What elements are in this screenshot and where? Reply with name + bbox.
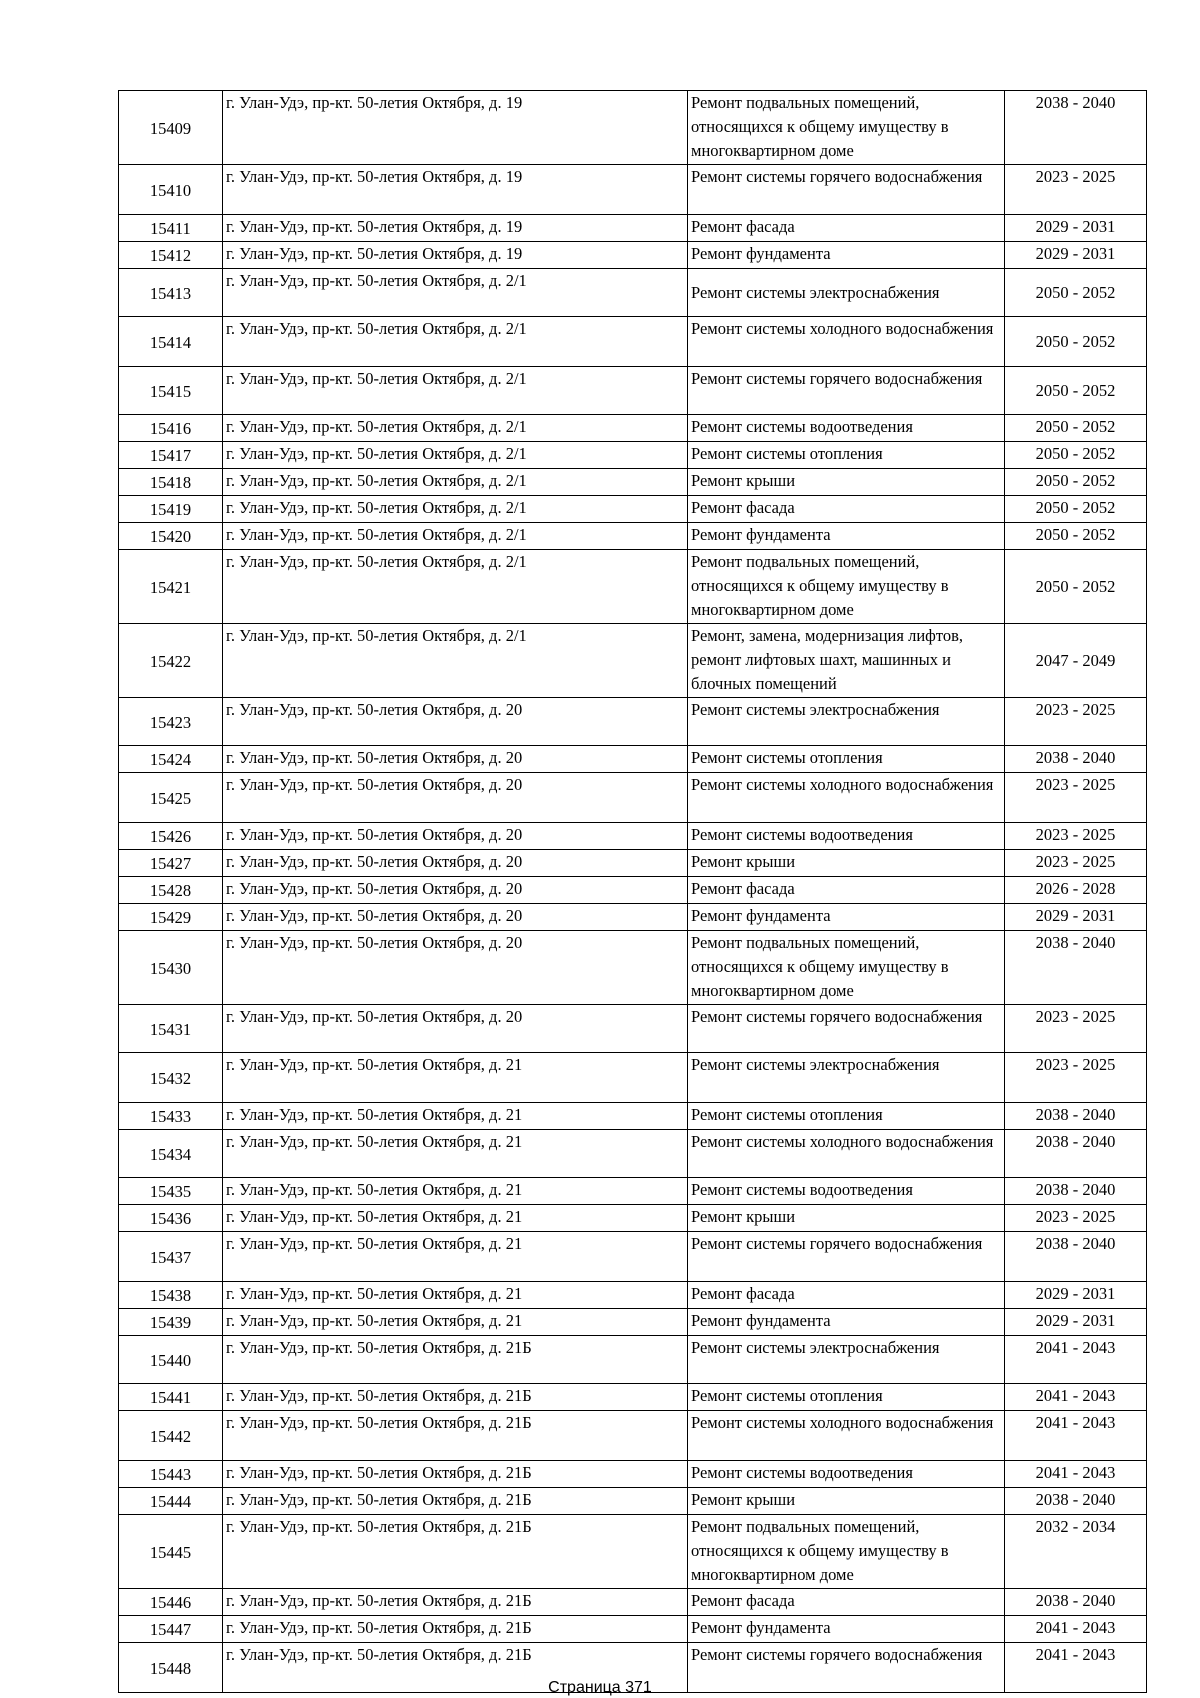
row-address: г. Улан-Удэ, пр-кт. 50-летия Октября, д. 21 <box>223 1309 688 1336</box>
row-id: 15439 <box>119 1309 223 1336</box>
row-period: 2047 - 2049 <box>1005 624 1147 698</box>
row-address: г. Улан-Удэ, пр-кт. 50-летия Октября, д. 21 <box>223 1232 688 1282</box>
table-row <box>119 823 1147 850</box>
row-address: г. Улан-Удэ, пр-кт. 50-летия Октября, д. 20 <box>223 746 688 773</box>
row-period: 2029 - 2031 <box>1005 1309 1147 1336</box>
row-period: 2023 - 2025 <box>1005 165 1147 215</box>
table-row <box>119 1589 1147 1616</box>
row-work-type: Ремонт системы холодного водоснабжения <box>688 1130 1005 1178</box>
table-row <box>119 496 1147 523</box>
table-row <box>119 91 1147 165</box>
row-period: 2023 - 2025 <box>1005 823 1147 850</box>
table-row <box>119 242 1147 269</box>
row-address: г. Улан-Удэ, пр-кт. 50-летия Октября, д. 20 <box>223 773 688 823</box>
table-row <box>119 1616 1147 1643</box>
row-work-type: Ремонт системы отопления <box>688 1384 1005 1411</box>
table-row <box>119 215 1147 242</box>
row-work-type: Ремонт фасада <box>688 496 1005 523</box>
row-period: 2041 - 2043 <box>1005 1384 1147 1411</box>
row-work-type: Ремонт системы горячего водоснабжения <box>688 165 1005 215</box>
row-id: 15438 <box>119 1282 223 1309</box>
row-id: 15412 <box>119 242 223 269</box>
row-period: 2023 - 2025 <box>1005 850 1147 877</box>
row-period: 2050 - 2052 <box>1005 317 1147 367</box>
table-row <box>119 1130 1147 1178</box>
row-address: г. Улан-Удэ, пр-кт. 50-летия Октября, д. 21Б <box>223 1616 688 1643</box>
table-row <box>119 367 1147 415</box>
row-address: г. Улан-Удэ, пр-кт. 50-летия Октября, д. 21 <box>223 1053 688 1103</box>
table-row <box>119 904 1147 931</box>
row-address: г. Улан-Удэ, пр-кт. 50-летия Октября, д. 20 <box>223 877 688 904</box>
row-period: 2023 - 2025 <box>1005 1005 1147 1053</box>
table-row <box>119 1336 1147 1384</box>
row-work-type: Ремонт фасада <box>688 1282 1005 1309</box>
row-address: г. Улан-Удэ, пр-кт. 50-летия Октября, д. 20 <box>223 850 688 877</box>
row-period: 2038 - 2040 <box>1005 931 1147 1005</box>
row-period: 2038 - 2040 <box>1005 1488 1147 1515</box>
row-period: 2050 - 2052 <box>1005 442 1147 469</box>
row-work-type: Ремонт системы горячего водоснабжения <box>688 1232 1005 1282</box>
table-row <box>119 746 1147 773</box>
row-work-type: Ремонт подвальных помещений, относящихся к общему имуществу в многоквартирном доме <box>688 91 1005 165</box>
row-id: 15432 <box>119 1053 223 1103</box>
row-work-type: Ремонт фундамента <box>688 1616 1005 1643</box>
row-period: 2023 - 2025 <box>1005 698 1147 746</box>
row-period: 2038 - 2040 <box>1005 1589 1147 1616</box>
row-address: г. Улан-Удэ, пр-кт. 50-летия Октября, д. 21 <box>223 1282 688 1309</box>
table-row <box>119 1309 1147 1336</box>
row-id: 15429 <box>119 904 223 931</box>
row-work-type: Ремонт крыши <box>688 850 1005 877</box>
row-id: 15423 <box>119 698 223 746</box>
row-period: 2050 - 2052 <box>1005 269 1147 317</box>
row-address: г. Улан-Удэ, пр-кт. 50-летия Октября, д. 2/1 <box>223 442 688 469</box>
row-work-type: Ремонт системы холодного водоснабжения <box>688 773 1005 823</box>
row-address: г. Улан-Удэ, пр-кт. 50-летия Октября, д. 19 <box>223 242 688 269</box>
row-work-type: Ремонт фундамента <box>688 904 1005 931</box>
row-id: 15447 <box>119 1616 223 1643</box>
row-work-type: Ремонт крыши <box>688 1488 1005 1515</box>
row-id: 15422 <box>119 624 223 698</box>
table-row <box>119 1232 1147 1282</box>
row-work-type: Ремонт системы холодного водоснабжения <box>688 1411 1005 1461</box>
table-row <box>119 698 1147 746</box>
row-work-type: Ремонт системы горячего водоснабжения <box>688 367 1005 415</box>
row-id: 15431 <box>119 1005 223 1053</box>
row-work-type: Ремонт системы горячего водоснабжения <box>688 1005 1005 1053</box>
row-address: г. Улан-Удэ, пр-кт. 50-летия Октября, д. 21Б <box>223 1384 688 1411</box>
row-id: 15443 <box>119 1461 223 1488</box>
row-address: г. Улан-Удэ, пр-кт. 50-летия Октября, д. 2/1 <box>223 624 688 698</box>
row-work-type: Ремонт подвальных помещений, относящихся к общему имуществу в многоквартирном доме <box>688 1515 1005 1589</box>
table-row <box>119 269 1147 317</box>
row-address: г. Улан-Удэ, пр-кт. 50-летия Октября, д. 19 <box>223 215 688 242</box>
row-address: г. Улан-Удэ, пр-кт. 50-летия Октября, д. 2/1 <box>223 496 688 523</box>
row-period: 2050 - 2052 <box>1005 550 1147 624</box>
table-row <box>119 442 1147 469</box>
row-period: 2023 - 2025 <box>1005 1053 1147 1103</box>
table-row <box>119 550 1147 624</box>
table-row <box>119 850 1147 877</box>
table-row <box>119 773 1147 823</box>
repair-schedule-table <box>118 90 1147 1693</box>
row-address: г. Улан-Удэ, пр-кт. 50-летия Октября, д. 21Б <box>223 1411 688 1461</box>
row-address: г. Улан-Удэ, пр-кт. 50-летия Октября, д. 2/1 <box>223 415 688 442</box>
row-id: 15436 <box>119 1205 223 1232</box>
row-address: г. Улан-Удэ, пр-кт. 50-летия Октября, д. 2/1 <box>223 523 688 550</box>
row-period: 2029 - 2031 <box>1005 242 1147 269</box>
row-address: г. Улан-Удэ, пр-кт. 50-летия Октября, д. 21Б <box>223 1589 688 1616</box>
table-row <box>119 1205 1147 1232</box>
table-row <box>119 1384 1147 1411</box>
row-id: 15415 <box>119 367 223 415</box>
table-row <box>119 1411 1147 1461</box>
row-address: г. Улан-Удэ, пр-кт. 50-летия Октября, д. 2/1 <box>223 367 688 415</box>
row-work-type: Ремонт фасада <box>688 877 1005 904</box>
table-row <box>119 1178 1147 1205</box>
table-row <box>119 1461 1147 1488</box>
row-work-type: Ремонт фундамента <box>688 1309 1005 1336</box>
row-id: 15421 <box>119 550 223 624</box>
row-id: 15410 <box>119 165 223 215</box>
row-id: 15414 <box>119 317 223 367</box>
row-id: 15435 <box>119 1178 223 1205</box>
row-work-type: Ремонт крыши <box>688 1205 1005 1232</box>
table-row <box>119 877 1147 904</box>
row-address: г. Улан-Удэ, пр-кт. 50-летия Октября, д. 21Б <box>223 1488 688 1515</box>
row-work-type: Ремонт фундамента <box>688 523 1005 550</box>
row-period: 2041 - 2043 <box>1005 1336 1147 1384</box>
row-period: 2041 - 2043 <box>1005 1411 1147 1461</box>
row-period: 2038 - 2040 <box>1005 746 1147 773</box>
row-address: г. Улан-Удэ, пр-кт. 50-летия Октября, д. 21Б <box>223 1515 688 1589</box>
row-work-type: Ремонт системы отопления <box>688 442 1005 469</box>
row-id: 15428 <box>119 877 223 904</box>
row-period: 2029 - 2031 <box>1005 1282 1147 1309</box>
row-id: 15419 <box>119 496 223 523</box>
row-work-type: Ремонт подвальных помещений, относящихся к общему имуществу в многоквартирном доме <box>688 550 1005 624</box>
row-address: г. Улан-Удэ, пр-кт. 50-летия Октября, д. 21Б <box>223 1643 688 1693</box>
row-id: 15448 <box>119 1643 223 1693</box>
table-row <box>119 1053 1147 1103</box>
row-address: г. Улан-Удэ, пр-кт. 50-летия Октября, д. 2/1 <box>223 550 688 624</box>
row-address: г. Улан-Удэ, пр-кт. 50-летия Октября, д. 20 <box>223 698 688 746</box>
row-period: 2038 - 2040 <box>1005 1103 1147 1130</box>
row-id: 15440 <box>119 1336 223 1384</box>
row-id: 15425 <box>119 773 223 823</box>
row-period: 2050 - 2052 <box>1005 496 1147 523</box>
table-row <box>119 624 1147 698</box>
table-row <box>119 317 1147 367</box>
row-address: г. Улан-Удэ, пр-кт. 50-летия Октября, д. 2/1 <box>223 269 688 317</box>
row-id: 15417 <box>119 442 223 469</box>
row-address: г. Улан-Удэ, пр-кт. 50-летия Октября, д. 2/1 <box>223 317 688 367</box>
row-work-type: Ремонт системы водоотведения <box>688 415 1005 442</box>
row-address: г. Улан-Удэ, пр-кт. 50-летия Октября, д. 21 <box>223 1103 688 1130</box>
row-address: г. Улан-Удэ, пр-кт. 50-летия Октября, д. 21 <box>223 1178 688 1205</box>
row-address: г. Улан-Удэ, пр-кт. 50-летия Октября, д. 20 <box>223 904 688 931</box>
row-work-type: Ремонт подвальных помещений, относящихся к общему имуществу в многоквартирном доме <box>688 931 1005 1005</box>
table-body <box>119 91 1147 1693</box>
row-work-type: Ремонт системы водоотведения <box>688 1178 1005 1205</box>
row-id: 15444 <box>119 1488 223 1515</box>
table-row <box>119 523 1147 550</box>
row-period: 2038 - 2040 <box>1005 1178 1147 1205</box>
row-id: 15416 <box>119 415 223 442</box>
row-work-type: Ремонт фасада <box>688 215 1005 242</box>
row-work-type: Ремонт фасада <box>688 1589 1005 1616</box>
row-period: 2050 - 2052 <box>1005 367 1147 415</box>
row-period: 2029 - 2031 <box>1005 215 1147 242</box>
row-id: 15409 <box>119 91 223 165</box>
table-row <box>119 165 1147 215</box>
row-work-type: Ремонт системы отопления <box>688 1103 1005 1130</box>
row-period: 2038 - 2040 <box>1005 1232 1147 1282</box>
row-work-type: Ремонт системы горячего водоснабжения <box>688 1643 1005 1693</box>
table-row <box>119 1488 1147 1515</box>
row-period: 2026 - 2028 <box>1005 877 1147 904</box>
row-id: 15434 <box>119 1130 223 1178</box>
row-id: 15430 <box>119 931 223 1005</box>
row-address: г. Улан-Удэ, пр-кт. 50-летия Октября, д. 2/1 <box>223 469 688 496</box>
row-period: 2029 - 2031 <box>1005 904 1147 931</box>
row-address: г. Улан-Удэ, пр-кт. 50-летия Октября, д. 20 <box>223 1005 688 1053</box>
row-id: 15441 <box>119 1384 223 1411</box>
row-address: г. Улан-Удэ, пр-кт. 50-летия Октября, д. 21Б <box>223 1461 688 1488</box>
row-period: 2041 - 2043 <box>1005 1461 1147 1488</box>
row-id: 15446 <box>119 1589 223 1616</box>
row-period: 2041 - 2043 <box>1005 1616 1147 1643</box>
row-work-type: Ремонт, замена, модернизация лифтов, ремонт лифтовых шахт, машинных и блочных помещений <box>688 624 1005 698</box>
row-id: 15413 <box>119 269 223 317</box>
row-id: 15437 <box>119 1232 223 1282</box>
table-row <box>119 415 1147 442</box>
row-id: 15445 <box>119 1515 223 1589</box>
row-period: 2050 - 2052 <box>1005 415 1147 442</box>
row-work-type: Ремонт системы отопления <box>688 746 1005 773</box>
row-address: г. Улан-Удэ, пр-кт. 50-летия Октября, д. 20 <box>223 823 688 850</box>
row-address: г. Улан-Удэ, пр-кт. 50-летия Октября, д. 21 <box>223 1205 688 1232</box>
row-id: 15411 <box>119 215 223 242</box>
row-address: г. Улан-Удэ, пр-кт. 50-летия Октября, д. 19 <box>223 165 688 215</box>
page-footer <box>0 1678 1200 1698</box>
row-id: 15424 <box>119 746 223 773</box>
row-address: г. Улан-Удэ, пр-кт. 50-летия Октября, д. 19 <box>223 91 688 165</box>
table-row <box>119 1515 1147 1589</box>
table-row <box>119 1103 1147 1130</box>
row-work-type: Ремонт системы водоотведения <box>688 1461 1005 1488</box>
row-work-type: Ремонт системы электроснабжения <box>688 698 1005 746</box>
row-work-type: Ремонт фундамента <box>688 242 1005 269</box>
row-work-type: Ремонт системы электроснабжения <box>688 1336 1005 1384</box>
row-period: 2032 - 2034 <box>1005 1515 1147 1589</box>
row-id: 15442 <box>119 1411 223 1461</box>
row-address: г. Улан-Удэ, пр-кт. 50-летия Октября, д. 21Б <box>223 1336 688 1384</box>
row-period: 2023 - 2025 <box>1005 1205 1147 1232</box>
row-work-type: Ремонт системы холодного водоснабжения <box>688 317 1005 367</box>
row-work-type: Ремонт системы водоотведения <box>688 823 1005 850</box>
row-id: 15418 <box>119 469 223 496</box>
page-number: Страница 371 <box>548 1679 652 1696</box>
row-work-type: Ремонт крыши <box>688 469 1005 496</box>
row-period: 2038 - 2040 <box>1005 91 1147 165</box>
row-address: г. Улан-Удэ, пр-кт. 50-летия Октября, д. 20 <box>223 931 688 1005</box>
table-row <box>119 469 1147 496</box>
table-row <box>119 1282 1147 1309</box>
row-period: 2041 - 2043 <box>1005 1643 1147 1693</box>
row-work-type: Ремонт системы электроснабжения <box>688 1053 1005 1103</box>
row-period: 2023 - 2025 <box>1005 773 1147 823</box>
row-id: 15426 <box>119 823 223 850</box>
row-period: 2038 - 2040 <box>1005 1130 1147 1178</box>
row-period: 2050 - 2052 <box>1005 523 1147 550</box>
row-period: 2050 - 2052 <box>1005 469 1147 496</box>
row-id: 15433 <box>119 1103 223 1130</box>
row-id: 15427 <box>119 850 223 877</box>
table-row <box>119 931 1147 1005</box>
row-address: г. Улан-Удэ, пр-кт. 50-летия Октября, д. 21 <box>223 1130 688 1178</box>
table-row <box>119 1005 1147 1053</box>
row-id: 15420 <box>119 523 223 550</box>
row-work-type: Ремонт системы электроснабжения <box>688 269 1005 317</box>
